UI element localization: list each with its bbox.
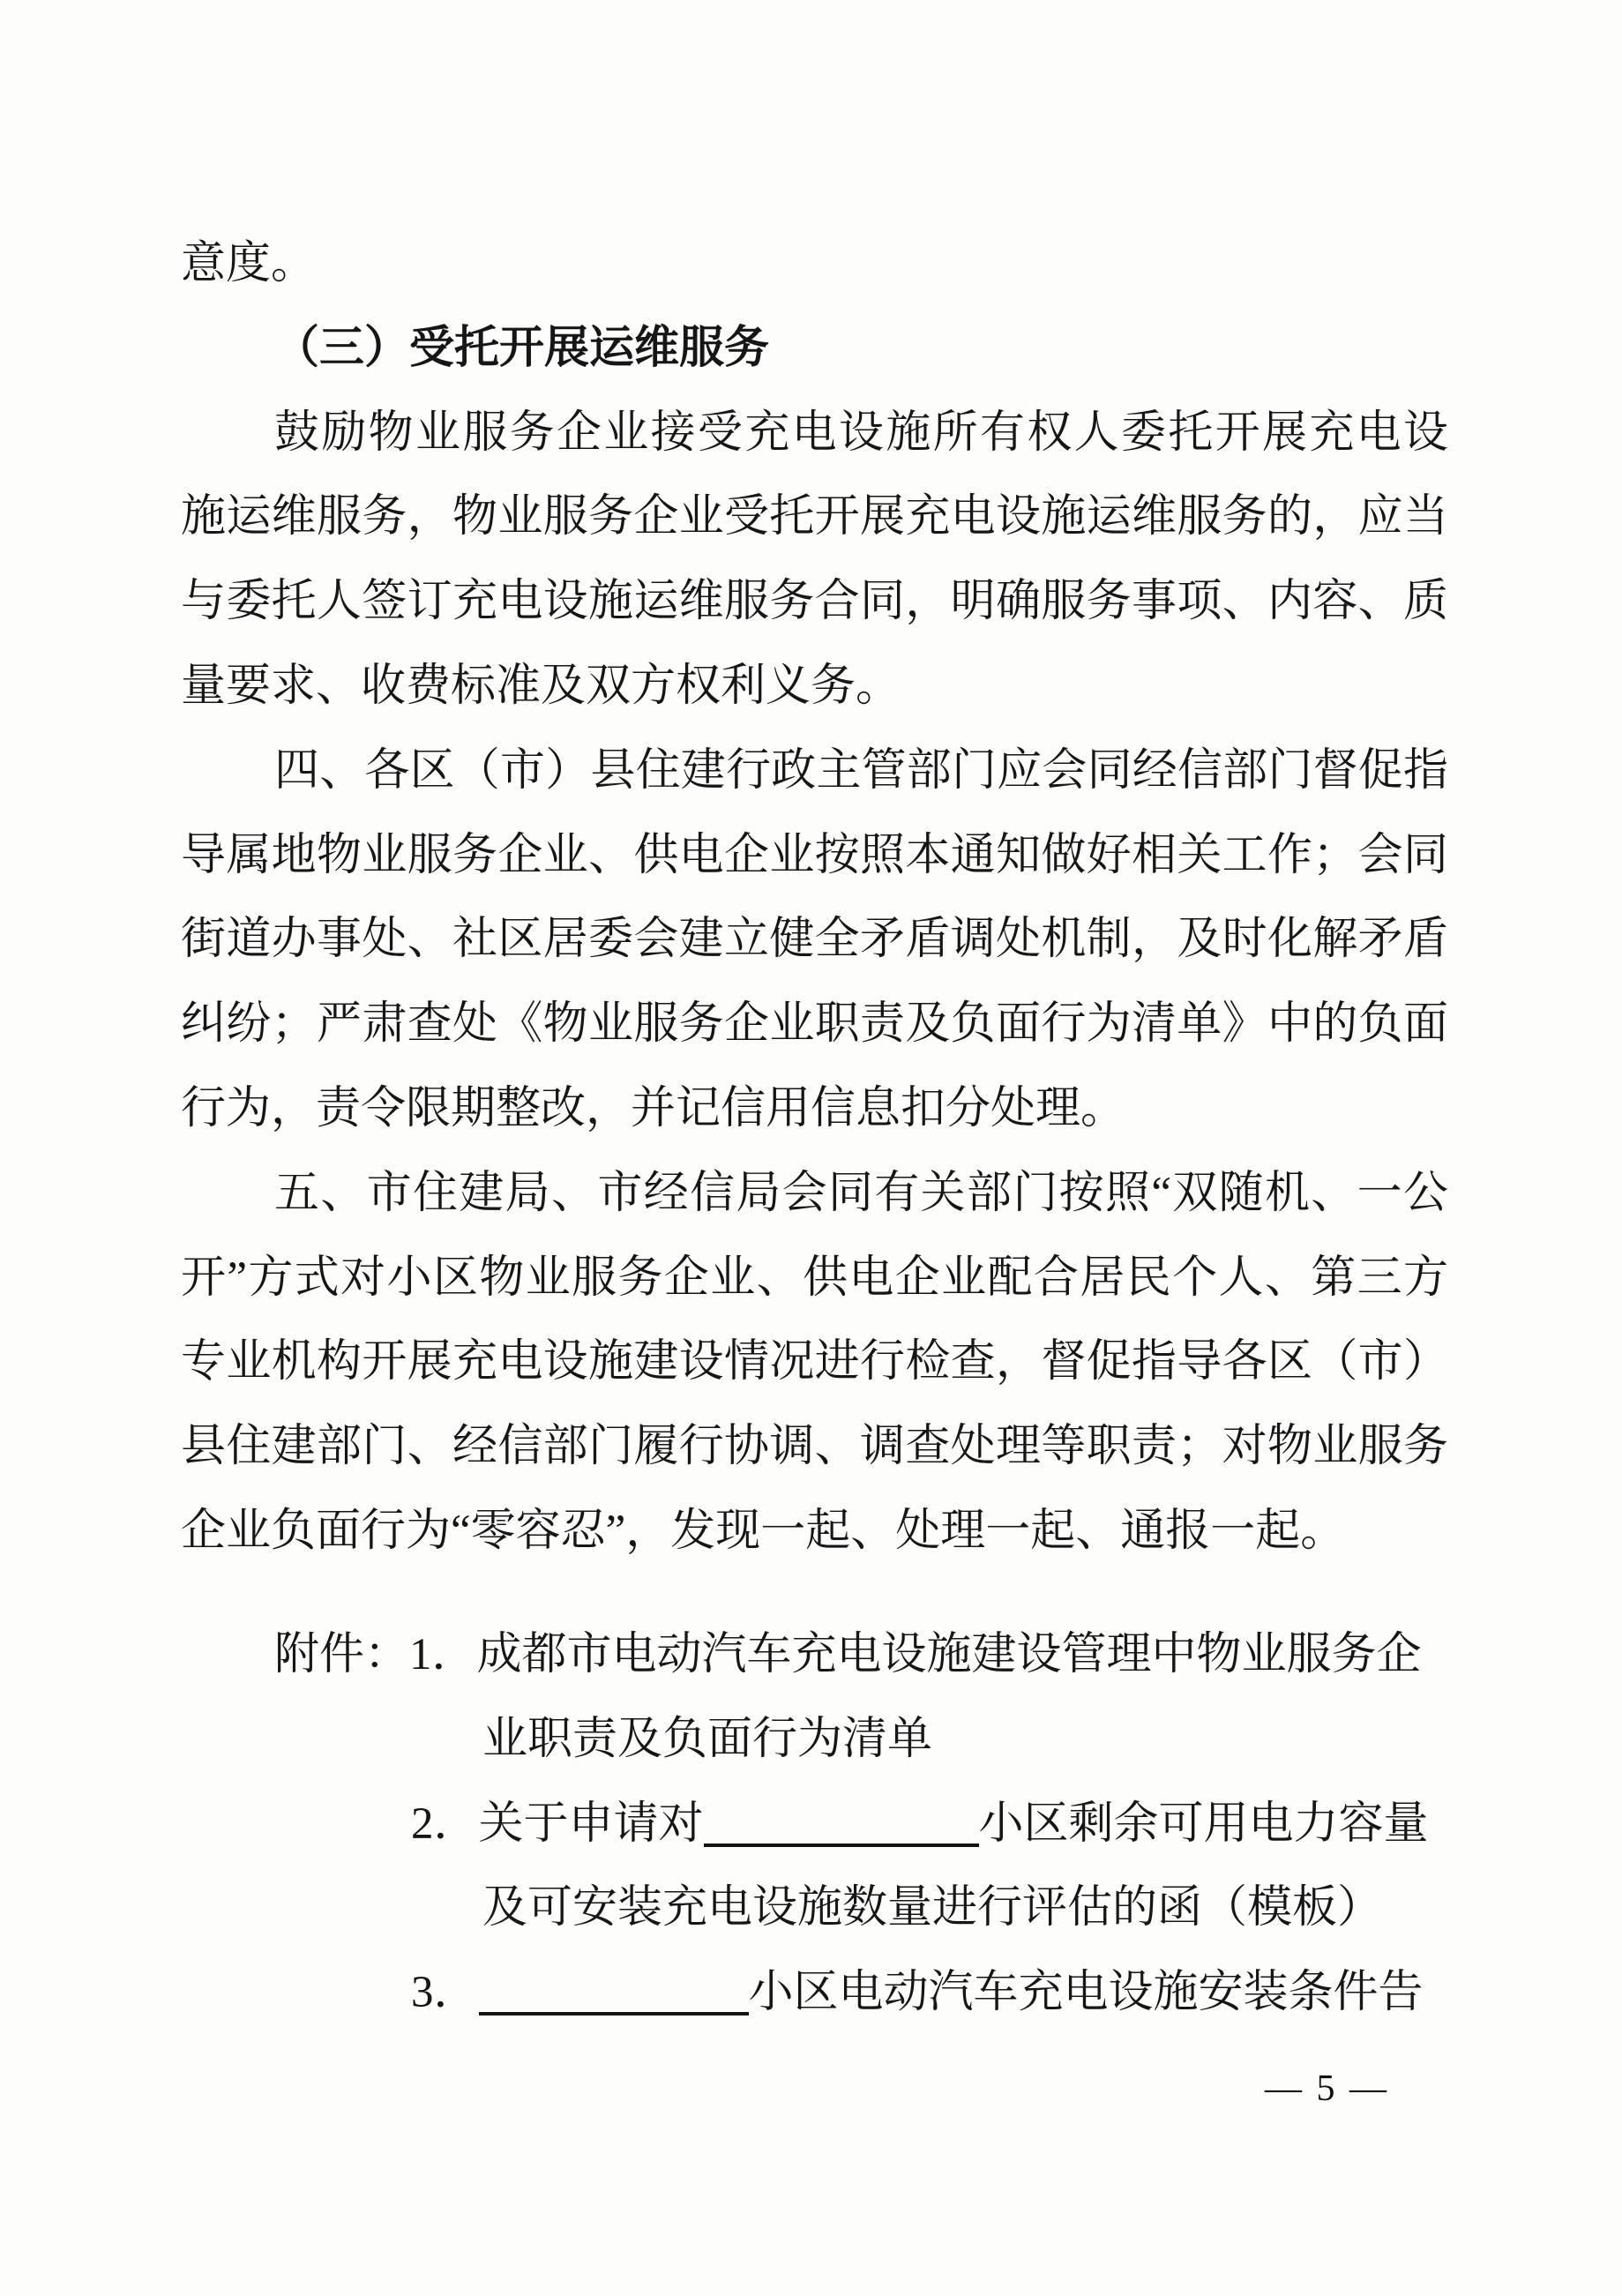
attachment-item-2 [181, 1783, 1448, 1867]
attachment-item-1-continued: 业职责及负面行为清单 [482, 1714, 933, 1764]
body-line: 导属地物业服务企业、供电企业按照本通知做好相关工作；会同 [181, 830, 1448, 880]
attachment-item-3-suffix: 小区电动汽车充电设施安装条件告 [748, 1968, 1424, 2018]
fill-in-blank [704, 1844, 979, 1847]
section-heading: （三）受托开展运维服务 [274, 323, 770, 373]
body-line: 开”方式对小区物业服务企业、供电企业配合居民个人、第三方 [181, 1253, 1448, 1303]
attachment-item-1: 附件：1．成都市电动汽车充电设施建设管理中物业服务企 [274, 1630, 1422, 1679]
body-line: 意度。 [181, 239, 317, 288]
body-line: 与委托人签订充电设施运维服务合同，明确服务事项、内容、质 [181, 577, 1448, 627]
body-line: 专业机构开展充电设施建设情况进行检查，督促指导各区（市） [181, 1337, 1448, 1387]
body-line: 街道办事处、社区居委会建立健全矛盾调处机制，及时化解矛盾 [181, 915, 1448, 965]
body-line: 施运维服务，物业服务企业受托开展充电设施运维服务的，应当 [181, 492, 1448, 542]
attachment-item-2-suffix: 小区剩余可用电力容量 [978, 1799, 1429, 1849]
fill-in-blank [479, 2012, 749, 2016]
body-line: 量要求、收费标准及双方权利义务。 [181, 661, 901, 711]
attachment-item-2-prefix: 2．关于申请对 [411, 1799, 704, 1849]
body-line: 行为，责令限期整改，并记信用信息扣分处理。 [181, 1083, 1126, 1133]
body-line: 县住建部门、经信部门履行协调、调查处理等职责；对物业服务 [181, 1422, 1448, 1472]
attachment-item-3 [181, 1951, 1448, 2036]
body-line: 纠纷；严肃查处《物业服务企业职责及负面行为清单》中的负面 [181, 999, 1448, 1050]
document-body [181, 222, 1448, 1574]
body-line: 五、市住建局、市经信局会同有关部门按照“双随机、一公 [274, 1168, 1448, 1218]
body-line: 鼓励物业服务企业接受充电设施所有权人委托开展充电设 [274, 408, 1448, 458]
body-line: 企业负面行为“零容忍”，发现一起、处理一起、通报一起。 [181, 1506, 1346, 1556]
body-line: 四、各区（市）县住建行政主管部门应会同经信部门督促指 [274, 745, 1448, 796]
attachment-item-3-prefix: 3． [411, 1968, 479, 2018]
attachment-item-2-continued: 及可安装充电设施数量进行评估的函（模板） [482, 1883, 1383, 1933]
page-number: — 5 — [1265, 2068, 1389, 2109]
attachment-list [181, 1613, 1448, 2036]
